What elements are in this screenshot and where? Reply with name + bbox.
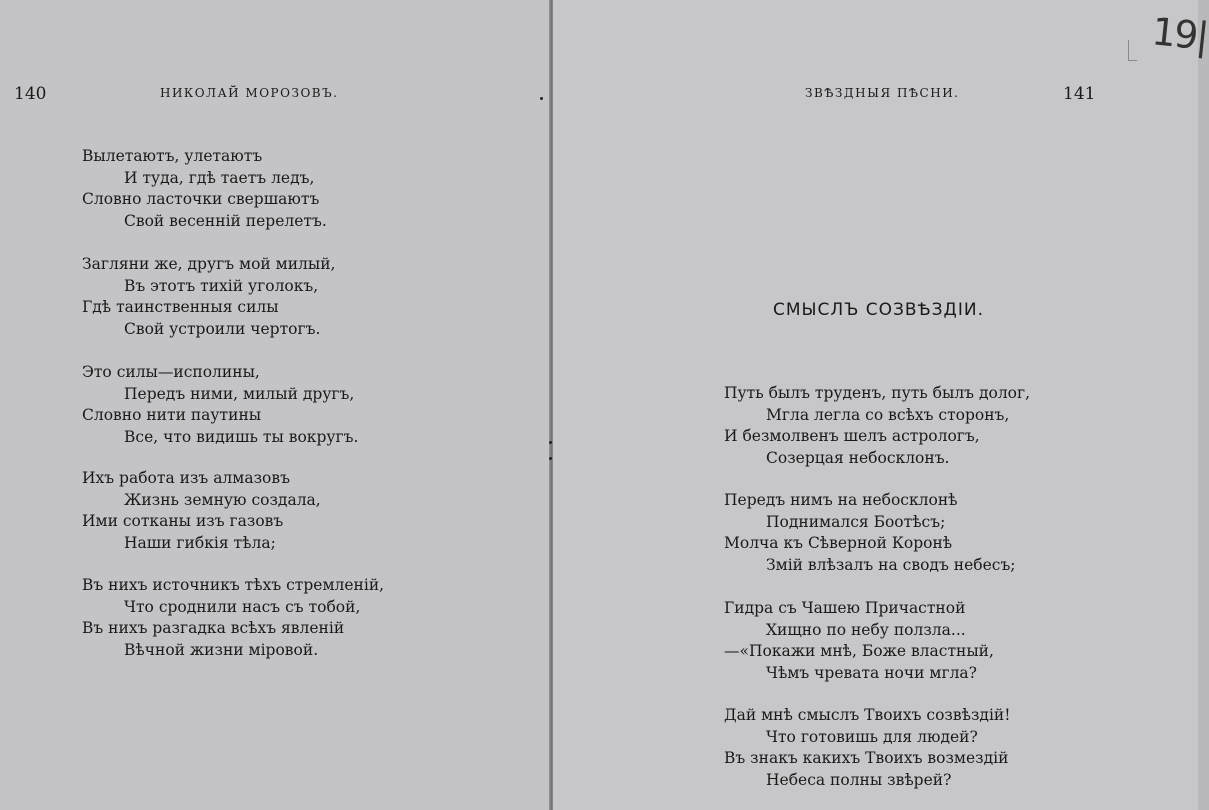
verse-line: Въ нихъ разгадка всѣхъ явленій — [82, 619, 345, 638]
verse-line: Созерцая небосклонъ. — [766, 449, 950, 468]
verse-line: Передъ ними, милый другъ, — [124, 384, 355, 403]
right-running-head: ЗВѢЗДНЫЯ ПѢСНИ. — [805, 86, 960, 100]
right-stanza-1 — [724, 383, 1030, 470]
verse-line: Въ знакъ какихъ Твоихъ возмездій — [724, 749, 1009, 768]
poem-title: СМЫСЛЪ СОЗВѢЗДІИ. — [773, 300, 984, 320]
verse-line: Словно нити паутины — [82, 406, 262, 425]
verse-line: Въ нихъ источникъ тѣхъ стремленій, — [82, 576, 385, 594]
verse-line: Небеса полны звѣрей? — [766, 771, 952, 790]
verse-line: Все, что видишь ты вокругъ. — [124, 428, 359, 447]
verse-line: Загляни же, другъ мой милый, — [82, 255, 336, 273]
verse-line: Вѣчной жизни міровой. — [124, 641, 319, 660]
verse-line: Это силы—исполины, — [82, 363, 260, 381]
verse-line: Что сроднили насъ съ тобой, — [124, 597, 361, 616]
verse-line: Свой весенній перелетъ. — [124, 212, 327, 231]
verse-line: Мгла легла со всѣхъ сторонъ, — [766, 405, 1010, 424]
verse-line: И безмолвенъ шелъ астрологъ, — [724, 427, 980, 446]
verse-line: Свой устроили чертогъ. — [124, 320, 321, 339]
verse-line: Гидра съ Чашею Причастной — [724, 599, 966, 617]
verse-line: Передъ нимъ на небосклонѣ — [724, 491, 958, 509]
verse-line: Вылетаютъ, улетаютъ — [82, 147, 263, 165]
left-stanza-5 — [82, 575, 384, 662]
verse-line: Что готовишь для людей? — [766, 727, 978, 746]
left-running-head: НИКОЛАЙ МОРОЗОВЪ. — [160, 86, 339, 100]
verse-line: Наши гибкія тѣла; — [124, 534, 276, 553]
right-stanza-3 — [724, 598, 994, 685]
verse-line: Ими сотканы изъ газовъ — [82, 512, 284, 531]
left-stanza-3 — [82, 362, 358, 449]
right-stanza-2 — [724, 490, 1016, 577]
binding-mark — [549, 441, 552, 444]
verse-line: Хищно по небу ползла... — [766, 620, 966, 639]
verse-line: Ихъ работа изъ алмазовъ — [82, 469, 290, 487]
left-page — [0, 0, 551, 810]
verse-line: И туда, гдѣ таетъ ледъ, — [124, 168, 315, 187]
pencil-stroke — [1128, 40, 1137, 61]
verse-line: Гдѣ таинственныя силы — [82, 298, 279, 317]
right-page-number: 141 — [1063, 84, 1096, 104]
verse-line: Словно ласточки свершаютъ — [82, 190, 320, 209]
left-stanza-4 — [82, 468, 321, 555]
verse-line: Чѣмъ чревата ночи мгла? — [766, 664, 977, 683]
verse-line: —«Покажи мнѣ, Боже властный, — [724, 642, 994, 661]
left-stanza-2 — [82, 254, 336, 341]
left-stanza-1 — [82, 146, 327, 233]
verse-line: Дай мнѣ смыслъ Твоихъ созвѣздій! — [724, 706, 1011, 724]
right-stanza-4 — [724, 705, 1010, 792]
left-page-number: 140 — [14, 84, 47, 104]
verse-line: Въ этотъ тихій уголокъ, — [124, 276, 319, 295]
verse-line: Молча къ Сѣверной Коронѣ — [724, 534, 953, 553]
verse-line: Жизнь земную создала, — [124, 490, 321, 509]
verse-line: Поднимался Боотѣсъ; — [766, 512, 946, 531]
verse-line: Путь былъ труденъ, путь былъ долог, — [724, 384, 1031, 402]
library-shelf-mark: 19| — [1149, 9, 1209, 59]
verse-line: Змій влѣзалъ на сводъ небесъ; — [766, 556, 1016, 575]
binding-mark — [549, 457, 552, 460]
ink-speck — [540, 97, 543, 100]
